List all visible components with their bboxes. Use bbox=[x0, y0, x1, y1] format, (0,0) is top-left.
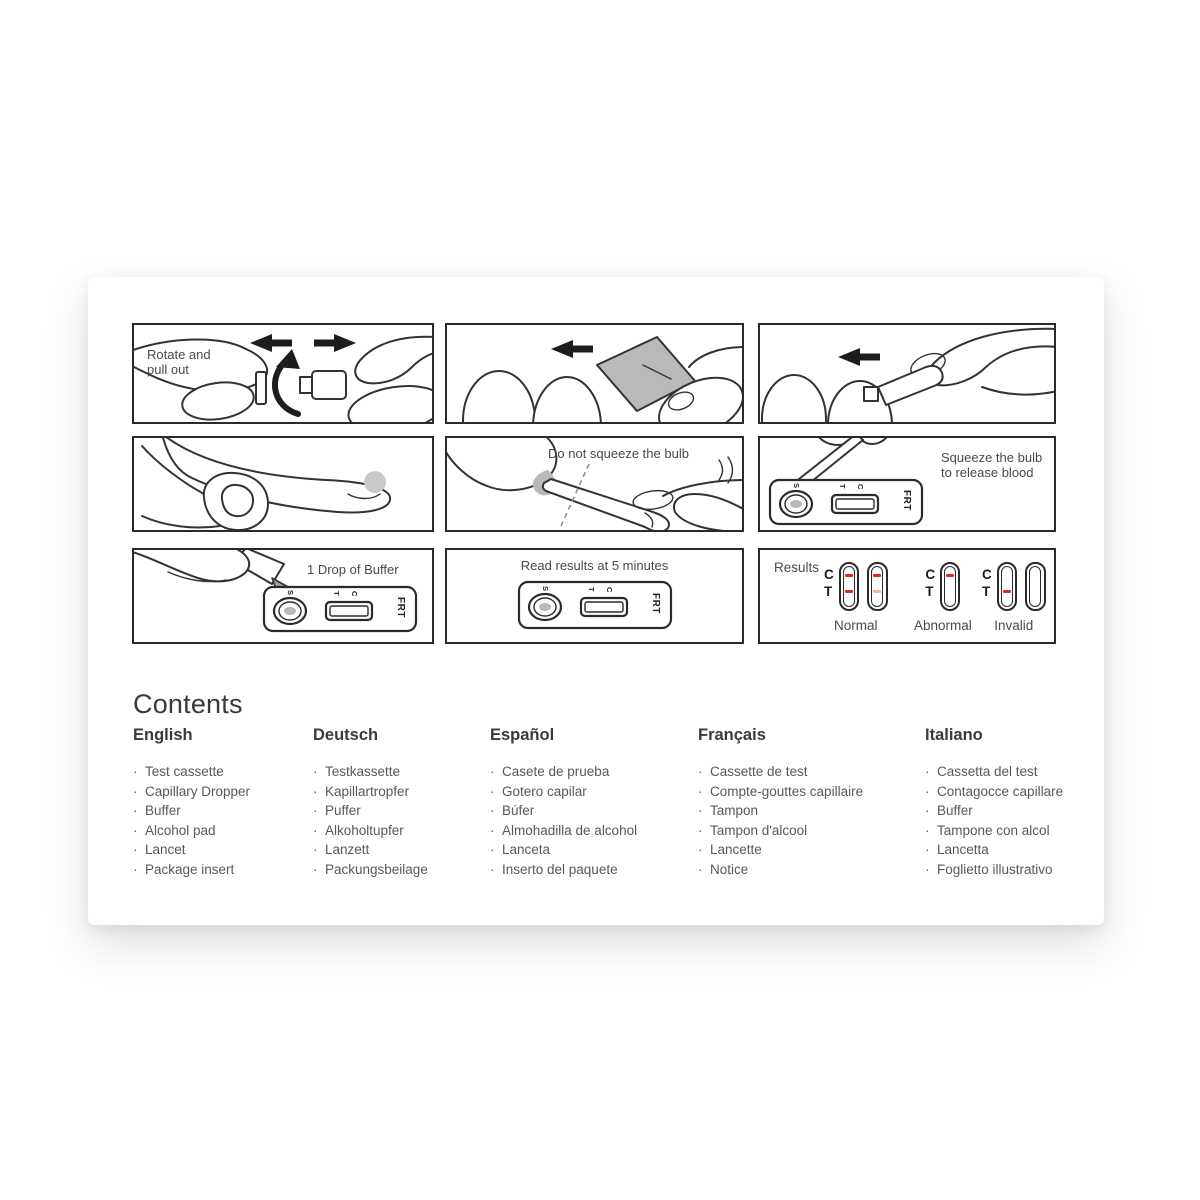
lang-column-english bbox=[133, 726, 250, 880]
contents-item: · Cassetta del test bbox=[925, 762, 1063, 782]
alcohol-pad-illustration bbox=[447, 325, 742, 422]
leaflet-card bbox=[88, 277, 1104, 925]
lang-name: Deutsch bbox=[313, 726, 379, 744]
panel-step5-collect-blood bbox=[445, 436, 744, 532]
lang-name: Français bbox=[698, 726, 766, 744]
lang-name: English bbox=[133, 726, 193, 744]
result-caption: Abnormal bbox=[914, 618, 972, 634]
contents-item: · Almohadilla de alcohol bbox=[490, 821, 637, 841]
result-group bbox=[914, 562, 972, 633]
contents-item: · Puffer bbox=[313, 801, 428, 821]
cassette-brand-label: FRT bbox=[650, 593, 661, 614]
lang-name: Italiano bbox=[925, 726, 983, 744]
contents-item: · Contagocce capillare bbox=[925, 782, 1063, 802]
cassette-test-label: T bbox=[838, 484, 847, 489]
contents-item: · Lancette bbox=[698, 840, 863, 860]
test-cassette bbox=[264, 587, 416, 631]
result-caption: Invalid bbox=[994, 618, 1034, 634]
test-strip bbox=[839, 562, 859, 611]
contents-item: · Compte-gouttes capillaire bbox=[698, 782, 863, 802]
lang-column-francais bbox=[698, 726, 863, 880]
lang-name: Español bbox=[490, 726, 555, 744]
contents-item: · Test cassette bbox=[133, 762, 250, 782]
contents-item: · Tampon d'alcool bbox=[698, 821, 863, 841]
contents-item: · Foglietto illustrativo bbox=[925, 860, 1063, 880]
contents-item: · Tampone con alcol bbox=[925, 821, 1063, 841]
test-cassette bbox=[519, 582, 671, 628]
contents-item: · Lancetta bbox=[925, 840, 1063, 860]
step6-line2: to release blood bbox=[941, 465, 1034, 480]
result-caption: Normal bbox=[833, 618, 878, 634]
contents-item: · Alcohol pad bbox=[133, 821, 250, 841]
step6-label bbox=[941, 450, 1042, 480]
panel-step9-results bbox=[758, 548, 1056, 644]
cassette-brand-label: FRT bbox=[901, 490, 912, 511]
contents-item: · Cassette de test bbox=[698, 762, 863, 782]
contents-item: · Búfer bbox=[490, 801, 637, 821]
cassette-sample-label: S bbox=[541, 586, 550, 592]
step6-line1: Squeeze the bulb bbox=[941, 450, 1043, 465]
contents-item: · Tampon bbox=[698, 801, 863, 821]
lang-list bbox=[490, 762, 637, 880]
contents-item: · Lancet bbox=[133, 840, 250, 860]
step1-label bbox=[147, 347, 211, 377]
test-strip bbox=[997, 562, 1017, 611]
contents-item: · Package insert bbox=[133, 860, 250, 880]
contents-item: · Alkoholtupfer bbox=[313, 821, 428, 841]
lang-list bbox=[133, 762, 250, 880]
lang-column-deutsch bbox=[313, 726, 428, 880]
contents-item: · Casete de prueba bbox=[490, 762, 637, 782]
panel-step7-buffer-drop bbox=[132, 548, 434, 644]
step5-label: Do not squeeze the bulb bbox=[548, 446, 689, 461]
test-strip bbox=[1025, 562, 1045, 611]
results-groups bbox=[760, 550, 1054, 642]
result-ct-labels: C T bbox=[982, 567, 992, 599]
contents-item: · Capillary Dropper bbox=[133, 782, 250, 802]
step7-label: 1 Drop of Buffer bbox=[307, 562, 399, 577]
test-strip bbox=[867, 562, 887, 611]
contents-item: · Testkassette bbox=[313, 762, 428, 782]
panel-step6-dispense-blood bbox=[758, 436, 1056, 532]
contents-heading: Contents bbox=[133, 689, 243, 719]
cassette-control-label: C bbox=[856, 484, 865, 490]
contents-item: · Notice bbox=[698, 860, 863, 880]
step1-line2: pull out bbox=[147, 362, 189, 377]
result-group bbox=[982, 562, 1046, 633]
cassette-control-label: C bbox=[350, 591, 359, 597]
cassette-control-label: C bbox=[605, 587, 614, 593]
lang-list bbox=[313, 762, 428, 880]
contents-item: · Buffer bbox=[925, 801, 1063, 821]
test-cassette bbox=[770, 480, 922, 524]
cassette-brand-label: FRT bbox=[395, 597, 406, 618]
panel-step3-lancet-prick bbox=[758, 323, 1056, 424]
step1-line1: Rotate and bbox=[147, 347, 211, 362]
test-strip bbox=[940, 562, 960, 611]
contents-item: · Packungsbeilage bbox=[313, 860, 428, 880]
panel-step4-blood-drop bbox=[132, 436, 434, 532]
cassette-sample-label: S bbox=[286, 590, 295, 596]
result-group bbox=[824, 562, 888, 633]
panel-step2-alcohol-pad bbox=[445, 323, 744, 424]
lang-list bbox=[925, 762, 1063, 880]
lang-column-espanol bbox=[490, 726, 637, 880]
result-ct-labels: C T bbox=[824, 567, 834, 599]
panel-step1-rotate-pull bbox=[132, 323, 434, 424]
contents-item: · Inserto del paquete bbox=[490, 860, 637, 880]
cassette-sample-label: S bbox=[792, 483, 801, 489]
blood-drop-illustration bbox=[134, 438, 432, 530]
contents-item: · Lanzett bbox=[313, 840, 428, 860]
result-ct-labels: C T bbox=[925, 567, 936, 599]
lang-list bbox=[698, 762, 863, 880]
contents-item: · Gotero capilar bbox=[490, 782, 637, 802]
panel-step8-read-results bbox=[445, 548, 744, 644]
contents-item: · Buffer bbox=[133, 801, 250, 821]
contents-item: · Kapillartropfer bbox=[313, 782, 428, 802]
results-title: Results bbox=[774, 560, 820, 575]
finger-prick-illustration bbox=[760, 325, 1054, 422]
lang-column-italiano bbox=[925, 726, 1063, 880]
contents-item: · Lanceta bbox=[490, 840, 637, 860]
cassette-test-label: T bbox=[587, 587, 596, 592]
step8-label: Read results at 5 minutes bbox=[520, 558, 669, 573]
cassette-test-label: T bbox=[332, 591, 341, 596]
